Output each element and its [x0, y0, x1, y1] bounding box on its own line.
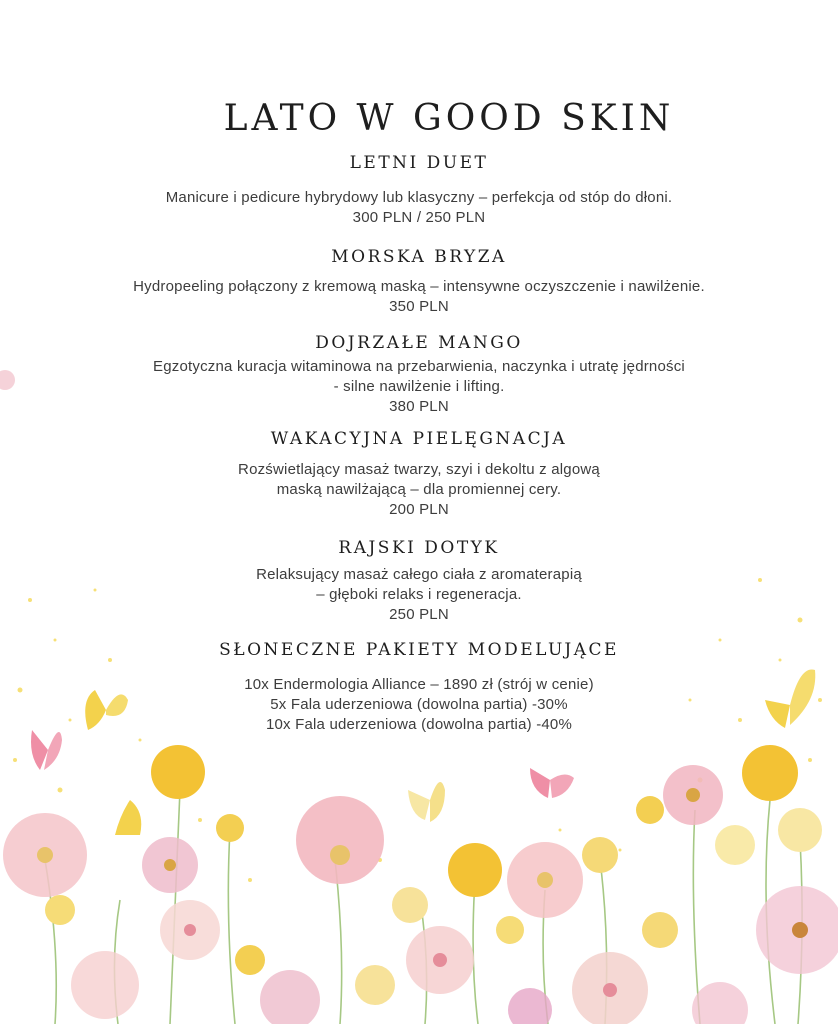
section-heading: WAKACYJNA PIELĘGNACJA — [270, 429, 568, 449]
section-wakacyjna-pielegnacja — [0, 429, 838, 520]
section-description: - silne nawilżenie i lifting. — [333, 378, 505, 395]
section-description: 10x Fala uderzeniowa (dowolna partia) -40% — [265, 716, 573, 733]
section-price: 300 PLN / 250 PLN — [352, 209, 486, 226]
section-price: 200 PLN — [389, 501, 449, 518]
section-description: Egzotyczna kuracja witaminowa na przebarwienia, naczynka i utratę jędrności — [153, 358, 685, 375]
section-heading: DOJRZAŁE MANGO — [315, 333, 523, 353]
section-price: 250 PLN — [389, 606, 449, 623]
section-heading: SŁONECZNE PAKIETY MODELUJĄCE — [219, 640, 619, 660]
section-description: Hydropeeling połączony z kremową maską – intensywne oczyszczenie i nawilżenie. — [133, 278, 705, 295]
butterfly-icon — [530, 768, 574, 798]
section-description: 5x Fala uderzeniowa (dowolna partia) -30% — [270, 696, 568, 713]
section-price: 350 PLN — [389, 298, 449, 315]
section-heading: RAJSKI DOTYK — [338, 538, 500, 558]
section-description: Relaksujący masaż całego ciała z aromaterapią — [256, 566, 582, 583]
section-description: maską nawilżającą – dla promiennej cery. — [276, 481, 562, 498]
pollen-speckles — [13, 578, 822, 892]
section-heading: LETNI DUET — [349, 153, 489, 173]
section-dojrzale-mango — [0, 333, 838, 417]
section-price: 380 PLN — [389, 398, 449, 415]
section-description: Manicure i pedicure hybrydowy lub klasyczny – perfekcja od stóp do dłoni. — [165, 189, 673, 206]
section-sloneczne-pakiety — [0, 640, 838, 735]
section-heading: MORSKA BRYZA — [331, 247, 507, 267]
section-description: – głęboki relaks i regeneracja. — [316, 586, 522, 603]
section-letni-duet — [0, 153, 838, 228]
section-morska-bryza — [0, 247, 838, 317]
butterfly-icon — [115, 800, 141, 835]
section-rajski-dotyk — [0, 538, 838, 625]
section-description: Rozświetlający masaż twarzy, szyi i dekoltu z algową — [238, 461, 600, 478]
section-description: 10x Endermologia Alliance – 1890 zł (strój w cenie) — [244, 676, 594, 693]
butterfly-icon — [408, 782, 445, 822]
page-title: LATO W GOOD SKIN — [223, 98, 675, 140]
butterfly-icon — [31, 730, 62, 770]
